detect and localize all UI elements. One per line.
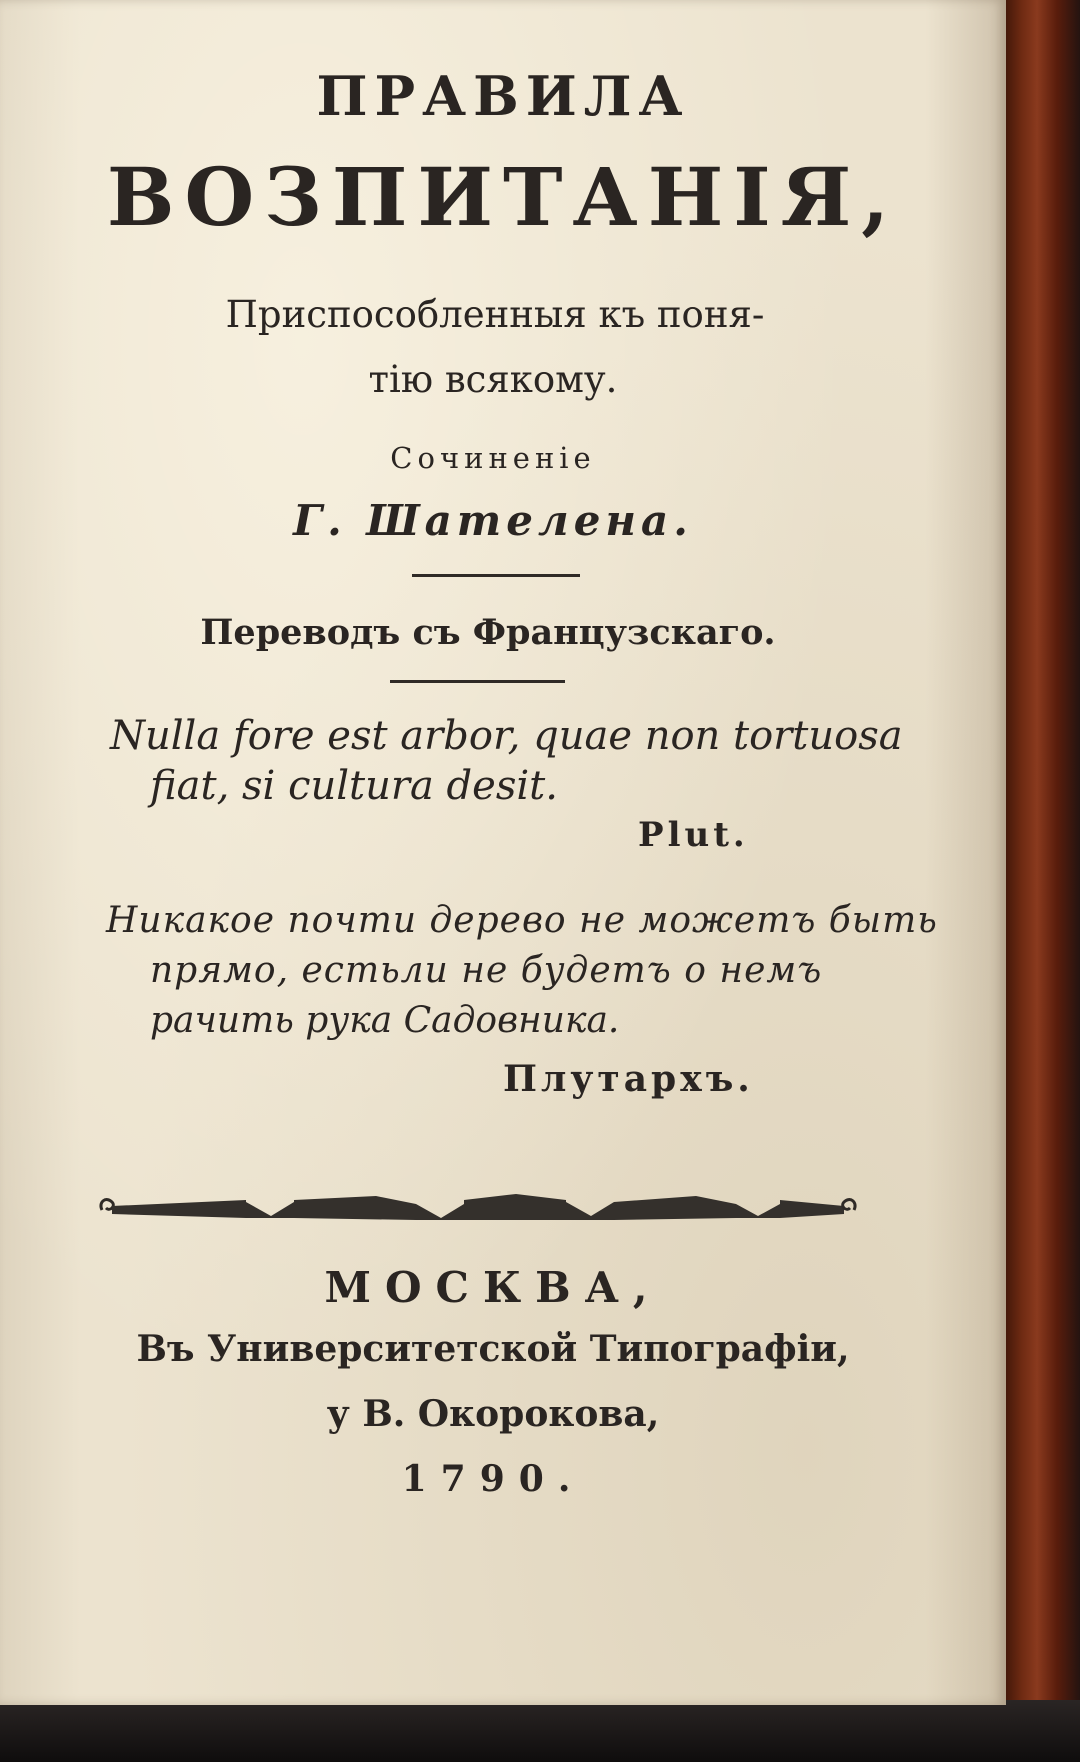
- epigraph-latin-line-2: fiat, si cultura desit.: [150, 763, 558, 809]
- divider-rule-bottom: [390, 680, 565, 683]
- epigraph-latin-line-1: Nulla fore est arbor, quae non tortuosa: [110, 713, 903, 759]
- author-name: Г. Шателена.: [293, 496, 693, 545]
- imprint-city: МОСКВА,: [324, 1263, 662, 1312]
- epigraph-russian-source: Плутархъ.: [503, 1058, 754, 1100]
- book-spine-binding: [1002, 0, 1080, 1762]
- epigraph-latin-source: Plut.: [638, 815, 749, 855]
- composition-label: Сочиненіе: [390, 441, 596, 475]
- imprint-press: Въ Университетской Типографіи,: [136, 1328, 850, 1370]
- epigraph-russian-line-1: Никакое почти дерево не можетъ быть: [106, 900, 938, 941]
- ornamental-rule: [96, 1188, 860, 1228]
- background-shadow: [0, 1700, 1080, 1762]
- epigraph-russian-line-2: прямо, естьли не будетъ о немъ: [150, 950, 823, 991]
- title-line-2: ВОЗПИТАНІЯ,: [106, 150, 900, 244]
- divider-rule-top: [412, 574, 580, 577]
- epigraph-russian-line-3: рачить рука Садовника.: [150, 1000, 620, 1041]
- translation-note: Переводъ съ Французскаго.: [200, 612, 776, 653]
- subtitle-line-1: Приспособленныя къ поня-: [225, 293, 765, 336]
- title-line-1: ПРАВИЛА: [316, 64, 690, 128]
- imprint-printer: у В. Окорокова,: [326, 1393, 660, 1435]
- imprint-year: 1790.: [401, 1458, 585, 1500]
- subtitle-line-2: тію всякому.: [368, 358, 618, 401]
